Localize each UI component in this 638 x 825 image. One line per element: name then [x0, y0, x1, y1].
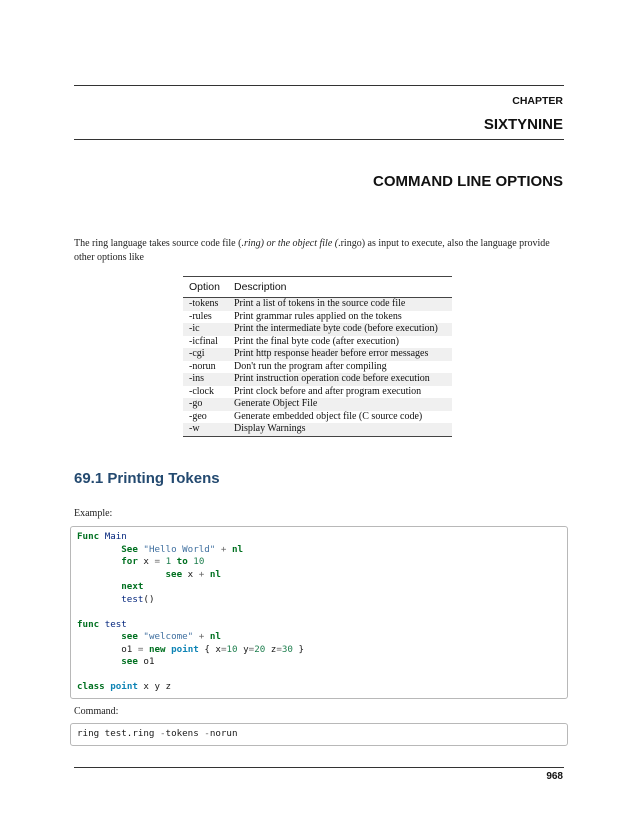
- code-line: [77, 581, 561, 594]
- code-token: see: [165, 568, 183, 580]
- options-table: [183, 276, 452, 437]
- option-cell: -geo: [189, 410, 207, 422]
- description-cell: Print http response header before error messages: [228, 348, 452, 361]
- code-token: 10: [193, 556, 205, 567]
- table-row: [183, 411, 452, 424]
- description-cell: Print clock before and after program execution: [234, 385, 422, 397]
- code-token: o1: [121, 643, 138, 655]
- code-token: tokens: [165, 728, 205, 739]
- code-token: { x: [198, 643, 221, 655]
- code-token: x: [137, 556, 155, 567]
- code-token: +: [198, 631, 205, 642]
- code-token: point: [171, 643, 199, 655]
- code-token: [77, 631, 121, 642]
- code-token: +: [220, 543, 227, 555]
- option-cell: -tokens: [183, 298, 228, 311]
- code-token: Func: [77, 531, 100, 542]
- option-cell: -ins: [183, 373, 228, 386]
- description-cell: Print a list of tokens in the source code file: [228, 298, 452, 311]
- code-token: to: [176, 556, 188, 567]
- command-code-block[interactable]: [70, 723, 568, 746]
- code-line: [77, 631, 561, 644]
- code-token: next: [121, 581, 144, 592]
- code-token: nl: [209, 568, 221, 580]
- code-line: [77, 656, 561, 669]
- description-cell: Generate embedded object file (C source code): [234, 410, 423, 422]
- option-cell: -w: [183, 423, 228, 436]
- code-token: [77, 581, 121, 592]
- command-label: Command:: [74, 706, 119, 717]
- code-token: 20: [254, 643, 266, 655]
- code-token: (): [143, 593, 155, 605]
- code-token: x y z: [137, 681, 172, 692]
- code-token: 30: [281, 643, 293, 655]
- code-token: [77, 556, 121, 567]
- description-cell: Print the final byte code (after execution): [234, 335, 399, 347]
- code-token: point: [110, 681, 138, 692]
- description-cell: Generate Object File: [228, 398, 452, 411]
- option-cell: -cgi: [183, 348, 228, 361]
- option-cell: -go: [183, 398, 228, 411]
- table-row: [183, 398, 452, 411]
- table-row: [183, 361, 452, 374]
- description-cell: Don't run the program after compiling: [234, 360, 387, 372]
- code-token: -: [204, 728, 210, 739]
- table-row: [183, 373, 452, 386]
- code-line: [77, 681, 561, 694]
- code-token: "Hello World": [143, 543, 216, 555]
- code-token: =: [248, 643, 255, 655]
- table-row: [183, 323, 452, 336]
- code-token: =: [220, 643, 227, 655]
- code-token: ring test.ring: [77, 728, 160, 739]
- description-cell: Print instruction operation code before execution: [228, 373, 452, 386]
- intro-paragraph: [74, 237, 566, 265]
- footer-rule: [74, 767, 564, 768]
- code-token: +: [198, 568, 205, 580]
- table-row: [183, 423, 452, 436]
- code-line: [77, 619, 561, 632]
- code-token: "welcome": [143, 631, 194, 642]
- code-line: [77, 594, 561, 607]
- example-code-block[interactable]: [70, 526, 568, 699]
- section-heading: 69.1 Printing Tokens: [74, 470, 220, 487]
- example-label: Example:: [74, 508, 113, 519]
- code-line: [77, 556, 561, 569]
- code-token: nl: [231, 543, 244, 555]
- intro-text-3: .ringo) as input to execute, also the language provide other options like: [74, 238, 550, 263]
- code-token: [77, 544, 121, 555]
- code-token: =: [154, 556, 161, 567]
- code-line: [77, 728, 561, 741]
- chapter-name: SIXTYNINE: [483, 116, 563, 133]
- option-cell: -ic: [183, 323, 228, 336]
- table-row: [183, 386, 452, 399]
- option-cell: -icfinal: [189, 335, 218, 347]
- code-token: y: [237, 643, 249, 655]
- code-line: [77, 606, 561, 619]
- code-token: new: [148, 643, 166, 655]
- code-token: [77, 569, 166, 580]
- code-token: [77, 656, 121, 667]
- code-token: norun: [209, 728, 238, 739]
- intro-text-2: .ring) or the object file (: [241, 238, 339, 249]
- code-token: nl: [209, 631, 221, 642]
- description-cell: Print the intermediate byte code (before execution): [228, 323, 452, 336]
- option-cell: -clock: [189, 385, 214, 397]
- options-header-description: Description: [228, 277, 452, 298]
- header-bottom-rule: [74, 139, 564, 140]
- code-token: See: [121, 543, 138, 555]
- chapter-label: CHAPTER: [512, 95, 563, 107]
- code-token: [77, 594, 121, 605]
- code-token: =: [276, 643, 282, 655]
- code-token: test: [121, 593, 144, 605]
- chapter-title: COMMAND LINE OPTIONS: [373, 173, 563, 190]
- code-token: func: [77, 618, 100, 630]
- table-row: [183, 311, 452, 324]
- table-row: [183, 298, 452, 311]
- table-row: [183, 336, 452, 349]
- code-token: [77, 644, 121, 655]
- code-token: see: [121, 631, 138, 642]
- options-table-header: [183, 277, 452, 298]
- code-token: z: [265, 643, 277, 655]
- code-token: Main: [104, 531, 127, 542]
- code-line: [77, 669, 561, 682]
- code-line: [77, 531, 561, 544]
- code-token: test: [104, 618, 127, 630]
- intro-text-1: The ring language takes source code file (: [74, 238, 242, 249]
- option-cell: -norun: [189, 360, 216, 372]
- code-token: =: [137, 643, 144, 655]
- code-token: -: [159, 728, 166, 739]
- options-header-option: Option: [183, 277, 228, 298]
- code-token: x: [182, 568, 199, 580]
- page-number: 968: [546, 771, 563, 782]
- code-token: for: [121, 556, 138, 567]
- description-cell: Print grammar rules applied on the tokens: [234, 310, 402, 322]
- code-token: 10: [226, 643, 238, 655]
- code-line: [77, 644, 561, 657]
- code-token: 1: [165, 556, 172, 567]
- code-token: o1: [137, 656, 155, 667]
- description-cell: Display Warnings: [228, 423, 452, 436]
- code-line: [77, 544, 561, 557]
- code-token: class: [77, 681, 105, 692]
- header-top-rule: [74, 85, 564, 86]
- table-row: [183, 348, 452, 361]
- option-cell: -rules: [189, 310, 212, 322]
- code-token: }: [292, 643, 305, 655]
- code-line: [77, 569, 561, 582]
- code-token: see: [121, 656, 138, 667]
